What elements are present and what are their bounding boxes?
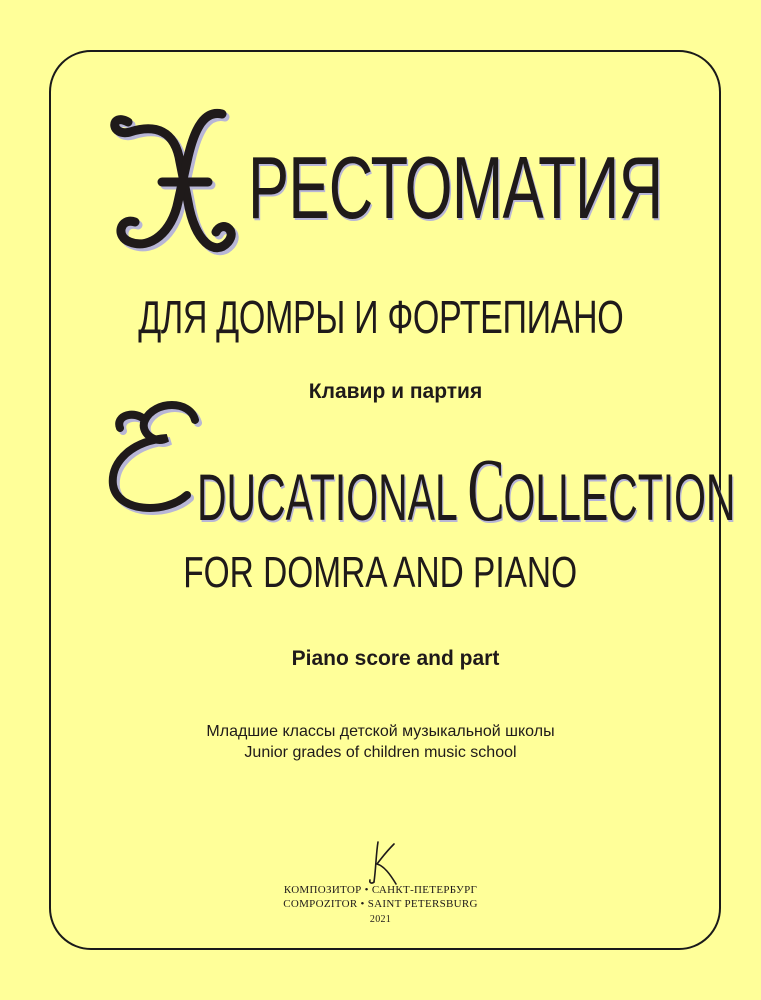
grades-en: Junior grades of children music school bbox=[244, 744, 517, 761]
en-title-c: C bbox=[467, 441, 504, 540]
publication-year: 2021 bbox=[369, 914, 392, 925]
ornate-initial-kha-icon bbox=[100, 92, 240, 262]
en-title-part1: DUCATIONAL bbox=[197, 460, 468, 534]
ru-title-initial: Х bbox=[100, 92, 101, 93]
en-title-initial: E bbox=[95, 390, 96, 391]
publisher-k-logo-icon bbox=[364, 838, 400, 886]
ru-subtitle: ДЛЯ ДОМРЫ И ФОРТЕПИАНО bbox=[137, 291, 624, 343]
ru-title bbox=[100, 92, 700, 267]
grades-ru: Младшие классы детской музыкальной школы bbox=[206, 723, 555, 740]
ru-score-label: Клавир и партия bbox=[308, 380, 483, 403]
en-subtitle: FOR DOMRA AND PIANO bbox=[183, 548, 578, 597]
ru-title-rest: РЕСТОМАТИЯ bbox=[248, 138, 663, 237]
en-title-rest bbox=[197, 441, 736, 540]
en-title bbox=[95, 390, 736, 540]
publisher-ru: КОМПОЗИТОР • САНКТ-ПЕТЕРБУРГ bbox=[283, 884, 478, 896]
en-title-part2: OLLECTION bbox=[503, 460, 736, 534]
publisher-en: COMPOZITOR • SAINT PETERSBURG bbox=[283, 898, 478, 910]
en-score-label: Piano score and part bbox=[291, 647, 500, 670]
